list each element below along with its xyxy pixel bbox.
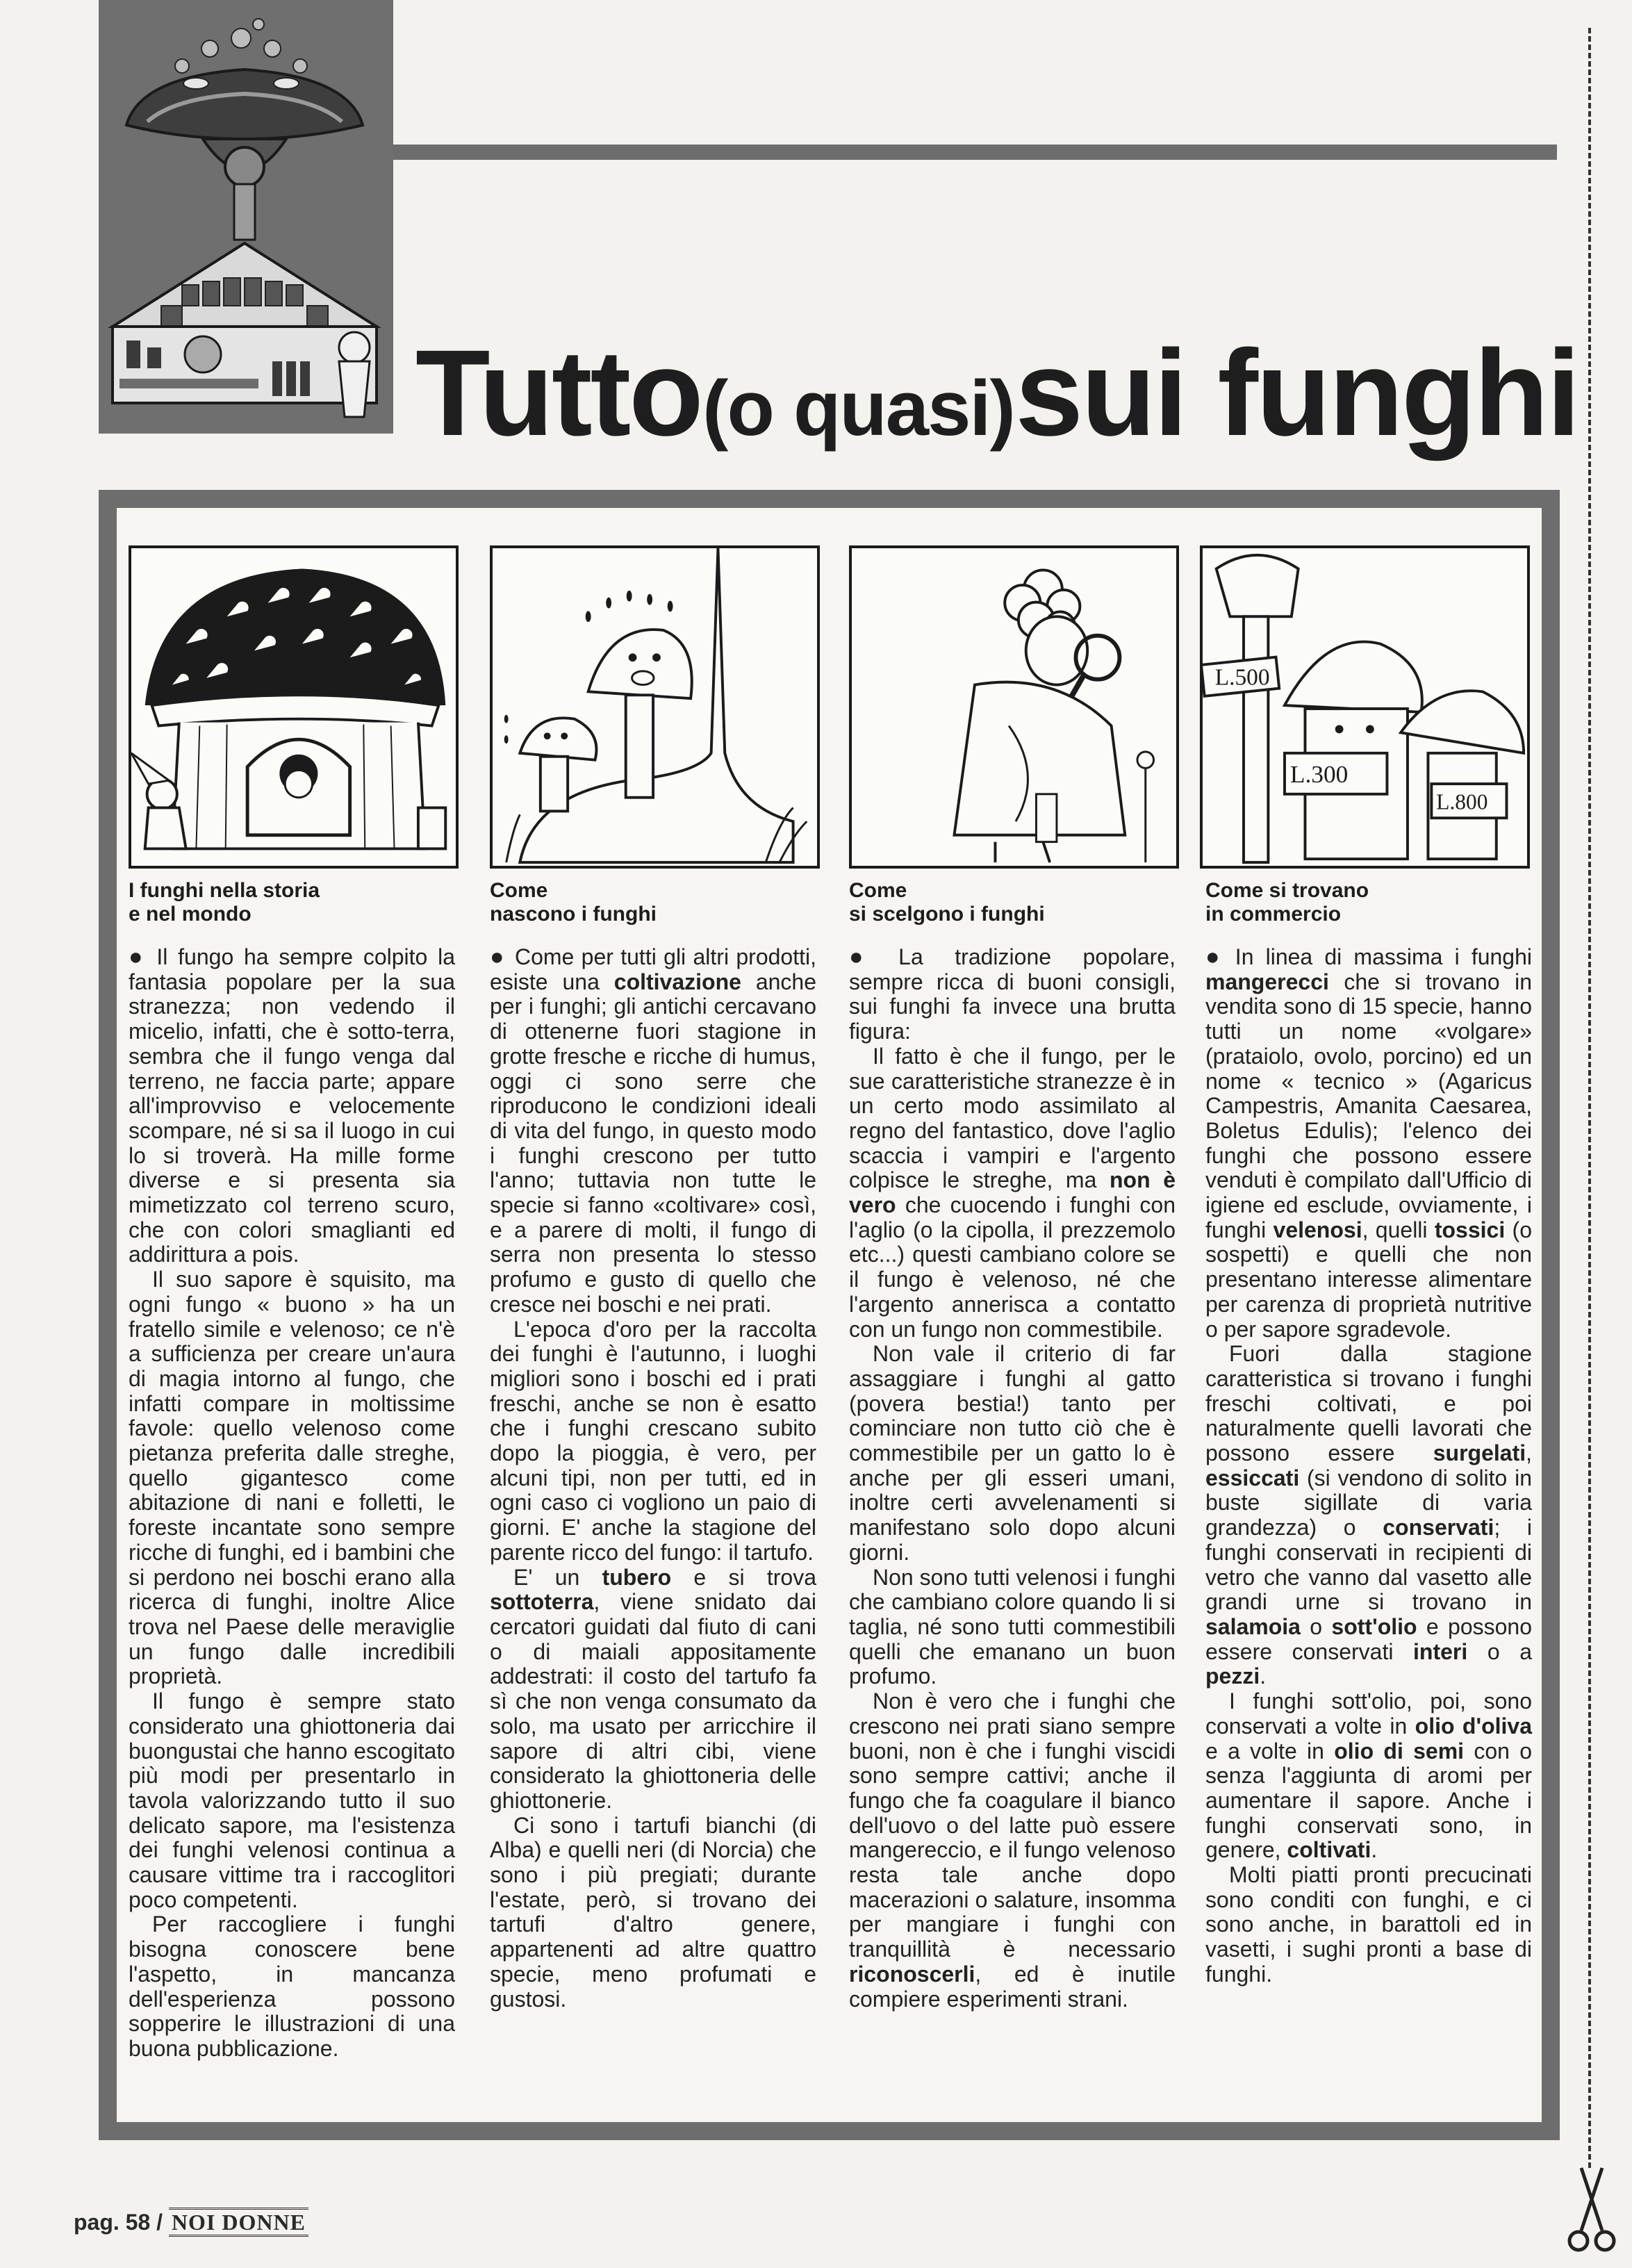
scissors-icon (1567, 2161, 1616, 2258)
column-1-body (129, 945, 455, 2062)
column-3-heading: Come si scelgono i funghi (849, 879, 1045, 926)
title-part-3: sui funghi (1015, 325, 1579, 461)
article-title (415, 323, 1579, 461)
column-4-body (1205, 945, 1532, 1987)
column-3-paragraph: Non è vero che i funghi che crescono nei prati siano sempre buoni, non è che i funghi viscidi sono sempre cattivi; anche il fungo che fa coagulare il bianco dell'uovo o del latte può essere mangereccio, e il fungo velenoso resta tale anche dopo macerazioni o salature, insomma per mangiare i funghi con tranquillità è necessario riconoscerli, ed è inutile compiere esperimenti strani. (849, 1688, 1176, 2012)
column-2-paragraph: Ci sono i tartufi bianchi (di Alba) e quelli neri (di Norcia) che sono i più pregiati; durante l'estate, però, si trovano dei tartufi d'altro genere, appartenenti ad altre quattro specie, meno profumati e gustosi. (490, 1812, 816, 2012)
price-tag-800: L.800 (1436, 789, 1488, 814)
price-tag-300: L.300 (1289, 760, 1349, 789)
column-4-paragraph: Fuori dalla stagione caratteristica si trovano i funghi freschi coltivati, e poi naturalmente quelli lavorati che possono essere surgelati, essiccati (si vendono di solito in buste sigillate di varia grandezza) o conservati; i funghi conservati in recipienti di vetro che vanno dal vasetto alle grandi urne si trovano in salamoia o sott'olio e possono essere conservati interi o a pezzi. (1205, 1341, 1533, 1689)
page-footer (74, 2210, 308, 2235)
column-4-heading: Come si trovano in commercio (1205, 879, 1369, 926)
column-2-heading: Come nascono i funghi (490, 879, 657, 926)
column-4-paragraph: ● In linea di massima i funghi mangerecci che si trovano in vendita sono di 15 specie, hanno tutti un nome «volgare» (prataiolo, ovolo, porcino) ed un nome « tecnico » (Agaricus Campestris, Amanita Caesarea, Boletus Edulis); l'elenco dei funghi che possono essere venduti è compilato dall'Ufficio di igiene ed esclude, ovviamente, i funghi velenosi, quelli tossici (o sospetti) e quelli che non presentano interesse alimentare per carenza di proprietà nutritive o per sapore sgradevole. (1205, 945, 1532, 1342)
column-2-paragraph: E' un tubero e si trova sottoterra, viene snidato dai cercatori guidati dal fiuto di cani o di maiali appositamente addestrati: il costo del tartufo fa sì che non venga consumato da solo, ma usato per arricchire il sapore di altri cibi, viene considerato la ghiottoneria delle ghiottonerie. (490, 1564, 817, 1813)
column-2-body (490, 945, 816, 2012)
magazine-name: NOI DONNE (169, 2208, 308, 2237)
price-tag-500: L.500 (1214, 664, 1270, 691)
column-4-paragraph: I funghi sott'olio, poi, sono conservati a volte in olio d'oliva e a volte in olio di semi con o senza l'aggiunta di aromi per aumentare il sapore. Anche i funghi conservati sono, in genere, coltivati. (1205, 1688, 1533, 1863)
title-rule (393, 145, 1557, 160)
column-2-paragraph: ● Come per tutti gli altri prodotti, esiste una coltivazione anche per i funghi; gli antichi cercavano di ottenerne fuori stagione in grotte fresche e ricche di humus, oggi ci sono serre che riproducono le condizioni ideali di vita del fungo, in questo modo i funghi crescono per tutto l'anno; tuttavia non tutte le specie si fanno «coltivare» così, e a parere di molti, il fungo di serra non presenta lo stesso profumo e gusto di quello che cresce nei boschi e nei prati. (490, 945, 816, 1317)
title-part-2: (o quasi) (702, 365, 1014, 452)
column-1-paragraph: Il fungo è sempre stato considerato una ghiottoneria dai buongustai che hanno escogitato più modi per presentarlo in tavola valorizzando tutto il suo delicato sapore, ma l'esistenza dei funghi velenosi continua a causare vittime tra i raccoglitori poco competenti. (129, 1688, 455, 1912)
column-2-paragraph: L'epoca d'oro per la raccolta dei funghi è l'autunno, i luoghi migliori sono i boschi ed i prati freschi, anche se non è esatto che i funghi crescano subito dopo la pioggia, è vero, per alcuni tipi, non per tutti, ed in ogni caso ci vogliono un paio di giorni. E' anche la stagione del parente ricco del fungo: il tartufo. (490, 1316, 816, 1565)
panel-growing-mushrooms (490, 545, 820, 869)
title-part-1: Tutto (415, 325, 702, 461)
column-1-paragraph: ● Il fungo ha sempre colpito la fantasia popolare per la sua stranezza; non vedendo il micelio, infatti, che è sotto-terra, sembra che il fungo venga dal terreno, ne faccia parte; appare all'improvviso e velocemente scompare, né si sa il luogo in cui lo si troverà. Ha mille forme diverse e si presenta sia mimetizzato col terreno scuro, che con colori smaglianti ed addirittura a pois. (129, 945, 455, 1267)
column-3-paragraph: Il fatto è che il fungo, per le sue caratteristiche stranezze è in un certo modo assimilato al regno del fantastico, dove l'aglio scaccia i vampiri e l'argento colpisce le streghe, ma non è vero che cuocendo i funghi con l'aglio (o la cipolla, il prezzemolo etc...) questi cambiano colore se il fungo è velenoso, né che l'argento annerisca a contatto con un fungo non commestibile. (849, 1043, 1176, 1342)
panel-woman-magnifier (849, 545, 1179, 869)
panel-price-tags (1200, 545, 1530, 869)
column-4-paragraph: Molti piatti pronti precucinati sono conditi con funghi, e ci sono anche, in barattoli ed in vasetti, i sughi pronti a base di funghi. (1205, 1862, 1532, 1987)
column-1-heading: I funghi nella storia e nel mondo (129, 879, 320, 926)
footer-separator: / (156, 2210, 163, 2235)
column-3-paragraph: Non vale il criterio di far assaggiare i funghi al gatto (povera bestia!) tanto per cominciare non tutto ciò che è commestibile per un gatto lo è anche per gli esseri umani, inoltre certi avvelenamenti si manifestano solo dopo alcuni giorni. (849, 1341, 1176, 1565)
panel-mushroom-house (129, 545, 459, 869)
column-3-paragraph: ● La tradizione popolare, sempre ricca di buoni consigli, sui funghi fa invece una brutta figura: (849, 945, 1176, 1044)
column-1-paragraph: Il suo sapore è squisito, ma ogni fungo « buono » ha un fratello simile e velenoso; ce n'è a sufficienza per creare un'aura di magia intorno al fungo, che infatti compare in moltissime favole: quello velenoso come pietanza preferita dalle streghe, quello gigantesco come abitazione di nani e folletti, le foreste incantate sono sempre ricche di funghi, ed i bambini che si perdono nei boschi erano alla ricerca di funghi, inoltre Alice trova nel Paese delle meraviglie un fungo dalle incredibili proprietà. (129, 1267, 455, 1689)
column-1-paragraph: Per raccogliere i funghi bisogna conoscere bene l'aspetto, in mancanza dell'esperienza possono sopperire le illustrazioni di una buona pubblicazione. (129, 1912, 455, 2061)
column-3-paragraph: Non sono tutti velenosi i funghi che cambiano colore quando li si taglia, né sono tutti commestibili quelli che emanano un buon profumo. (849, 1564, 1176, 1689)
cut-line (1588, 28, 1591, 2168)
page-number: pag. 58 (74, 2210, 151, 2235)
column-3-body (849, 945, 1176, 2012)
header-illustration (99, 0, 393, 434)
